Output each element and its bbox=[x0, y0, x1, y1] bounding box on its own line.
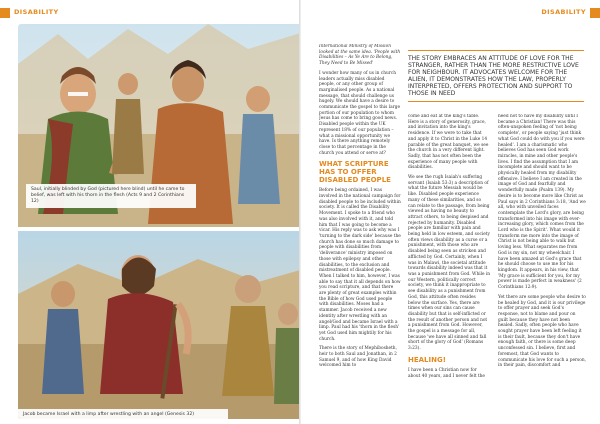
right-page bbox=[301, 0, 600, 424]
article-column-1 bbox=[319, 44, 401, 420]
caption-top: Saul, initially blinded by God (pictured here blind) until he came to belief, was left with his thorn in the flesh (Acts 9 and 2 Corinthians 12) bbox=[26, 184, 196, 208]
section-heading-scripture: WHAT SCRIPTURE HAS TO OFFER DISABLED PEOPLE bbox=[319, 160, 391, 185]
article-column-3 bbox=[498, 114, 586, 420]
running-header-left: DISABILITY bbox=[14, 8, 59, 16]
pull-quote: THE STORY EMBRACES AN ATTITUDE OF LOVE FOR THE STRANGER, RATHER THAN THE MORE RESTRICTIVE LOVE FOR NEIGHBOUR. IT ADVOCATES WELCOME FOR THE ALIEN, IT DEMONSTRATES HOW THE LAW, PROPERLY INTERPRETED, OFFERS PROTECTION AND SUPPORT TO THOSE IN NEED bbox=[408, 50, 584, 102]
article-column-2 bbox=[408, 114, 490, 420]
paragraph: I wonder how many of us in church leaders actually miss disabled people, or any other group of marginalised people. As a national message, that should challenge us hugely. We should have a desire to communicate the gospel to this large portion of our population to whom Jesus has come to bring good news. Disabled people within the UK represent 18% of our population – what a missional opportunity we have. Is there anything remotely close to that percentage in the church you attend or serve at? bbox=[319, 70, 401, 156]
paragraph: need not to have my disability until I became a Christian! There was this often-unspoken feeling of 'not being complete', or people saying 'just think what God could do with you if you were healed'. I am a charismatic who believes God has seen God work miracles, in mine and other people's lives. I find the assumption that I am incomplete and should want to be physically healed from my disability offensive. I believe I am created in the image of God and fearfully and wonderfully made (Psalm 139). My desire is to become more like Christ as Paul says in 2 Corinthians 3:18, 'And we all, who with unveiled faces contemplate the Lord's glory, are being transformed into his image with ever-increasing glory, which comes from the Lord who is the Spirit'. What would it transform me more into the image of Christ is not being able to walk but loving less. What separates me from God is my sin, not my wheelchair. I have been amazed at God's grace that he should choose to use me for his kingdom. It appears, in his view, that 'My grace is sufficient for you, for my power is made perfect in weakness' (2 Corinthians 12:9). bbox=[498, 114, 586, 291]
page-number-tab-left bbox=[0, 8, 10, 18]
paragraph: We see the rugh Isaiah's suffering servant (Isaiah 53:3) a description of what the future Messiah would be like. Disabled people experience many of these similarities, and so can relate to the passage, from being viewed as having no beauty to attract others, to being despised and rejected by humanity. Disabled people are familiar with pain and being held in low esteem, and society often views disability as a curse or a punishment, with those who are disabled being seen as stricken and afflicted by God. Certainly, when I was in Malawi, the societal attitude towards disability indeed was that it was a punishment from God. While in our Western, politically correct society, we think it inappropriate to see disability as a punishment from God, this attitude often resides below the surface. Yes, there are times when our sins can cause disability but that is self-inflicted or the result of another person and not a punishment from God. However, the gospel is a message for all, because 'we have all sinned and fall short of the glory of God' (Romans 3:23). bbox=[408, 175, 490, 352]
section-heading-healing: HEALING! bbox=[408, 355, 446, 364]
page-number-tab-right bbox=[590, 8, 600, 18]
running-header-right: DISABILITY bbox=[541, 8, 586, 16]
paragraph: come and eat at the king's table. Here is a story of generosity, grace, and invitation into the king's residence. If we were to take that and apply it to Christ in the Luke 14 parable of the great banquet, we see the church in a very different light. Sadly, that has not often been the experience of many people with disabilities. bbox=[408, 114, 489, 171]
intro-paragraph: International Ministry of Mission looked at the same idea. 'People with Disabilities – As Ye Are to Belong, They Need to Be Missed' bbox=[319, 44, 401, 67]
bible-illustration bbox=[18, 24, 299, 419]
paragraph: I have been a Christian now for about 40 years, and I never felt the bbox=[408, 367, 485, 379]
paragraph: Before being ordained, I was involved in the national campaign for disabled people to be included within society. It is called the Disability Movement. I spoke to a friend who was also involved with it, and told him that I was going to become a vicar. His reply was to ask why was I 'turning to the dark side' because the church has done so much damage to people with disabilities from 'deliverance' ministry imposed on those with epilepsy and other disabilities, to the exclusion and mistreatment of disabled people. When I talked to him, however, I was able to say that it all depends on how you read scripture, and that there are plenty of great examples within the Bible of how God used people with disabilities. Moses had a stammer. Jacob received a new identity after wrestling with an angel/God and became Israel with a limp. Paul had his 'thorn in the flesh' yet God used him mightily for his church. bbox=[319, 188, 401, 342]
illustration-artwork bbox=[18, 24, 299, 419]
caption-bottom: Jacob became Israel with a limp after wrestling with an angel (Genesis 32) bbox=[18, 409, 228, 419]
paragraph: Yet there are some people who desire to be healed by God, and it is our privilege to offer prayer and seek God's response, not to blame and pour on guilt because they have not been healed. Sadly, often people who have sought prayer have been left feeling it is their fault, because they don't have enough faith, or there is some deep unconfessed sin. I believe, first and foremost, that God wants to communicate his love for such a person, in their pain, discomfort and bbox=[498, 294, 586, 369]
paragraph: There is the story of Mephibosheth, heir to both Saul and Jonathan, in 2 Samuel 9, and of how King David welcomed him to bbox=[319, 346, 397, 369]
left-page bbox=[0, 0, 299, 424]
